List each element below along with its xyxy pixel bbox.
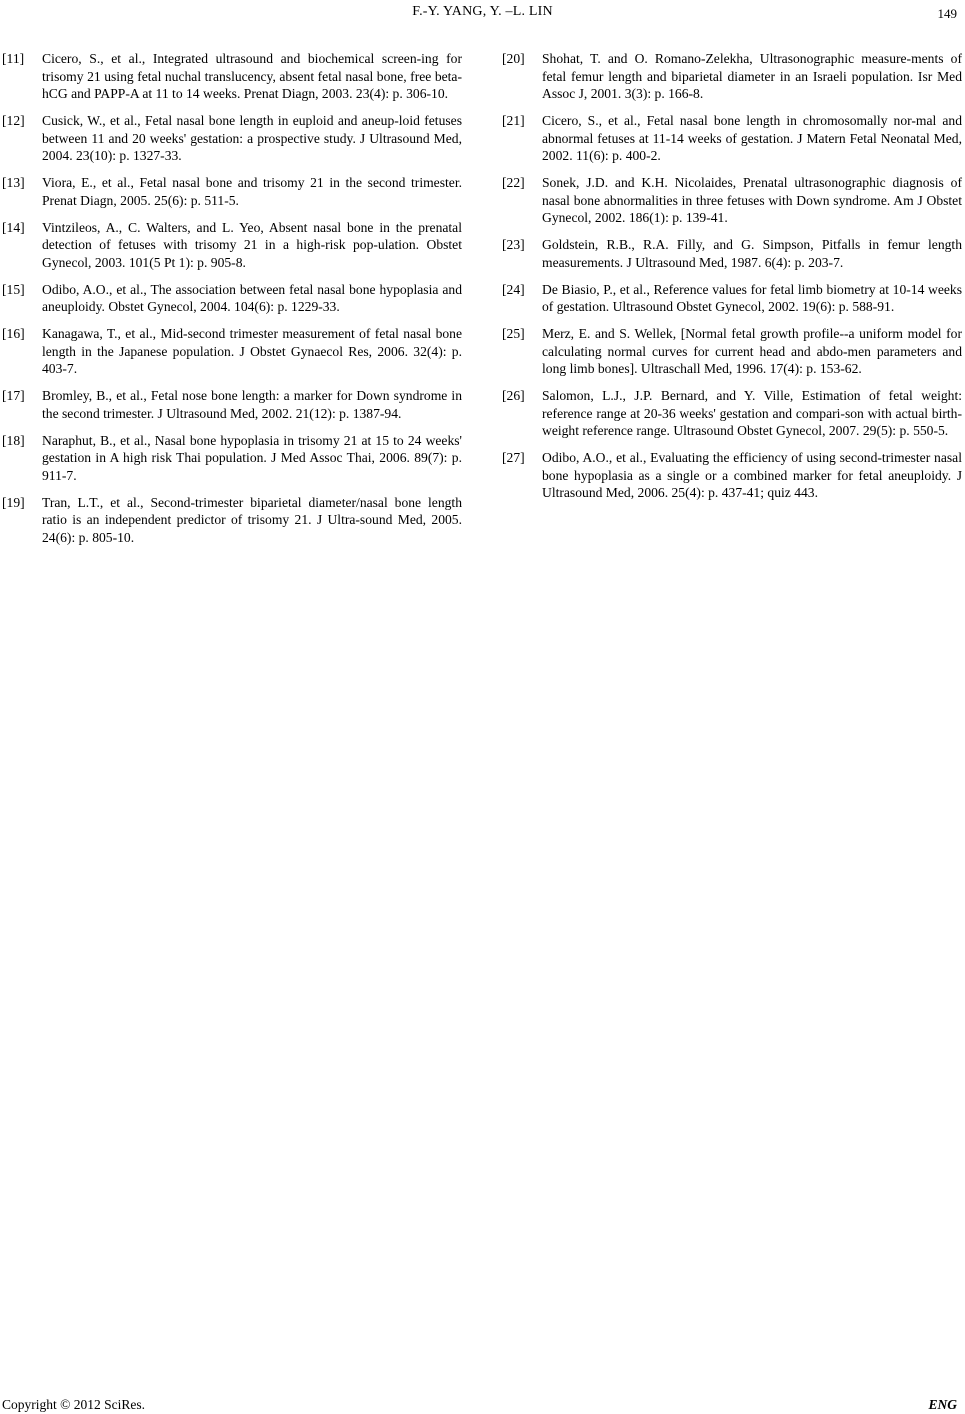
reference-number: [23] — [502, 237, 525, 252]
reference-item — [502, 112, 962, 165]
reference-number: [12] — [2, 113, 25, 128]
reference-number: [18] — [2, 432, 25, 448]
reference-text: Odibo, A.O., et al., The association between fetal nasal bone hypoplasia and aneuploidy. Obstet Gynecol, 2004. 104(6): p. 1229-33. — [42, 281, 462, 314]
reference-column-right — [502, 50, 962, 511]
reference-number: [14] — [2, 219, 25, 235]
reference-item — [502, 325, 962, 378]
reference-number: [19] — [2, 494, 25, 510]
reference-item — [2, 174, 462, 209]
reference-column-left — [2, 50, 462, 556]
reference-text: Cusick, W., et al., Fetal nasal bone length in euploid and aneup-loid fetuses between 11 and 20 weeks' gestation: a prospective study. J Ultrasound Med, 2004. 23(10): p. 1327-33. — [42, 113, 462, 163]
reference-item — [502, 50, 962, 103]
copyright-notice: Copyright © 2012 SciRes. — [2, 1397, 146, 1412]
reference-text: Naraphut, B., et al., Nasal bone hypoplasia in trisomy 21 at 15 to 24 weeks' gestation in A high risk Thai population. J Med Assoc Thai, 2006. 89(7): p. 911-7. — [42, 432, 462, 483]
reference-item — [2, 219, 462, 272]
reference-number: [25] — [502, 326, 525, 341]
reference-item — [502, 174, 962, 227]
reference-text: Bromley, B., et al., Fetal nose bone length: a marker for Down syndrome in the second trimester. J Ultrasound Med, 2002. 21(12): p. 1387-94. — [42, 388, 462, 421]
reference-number: [11] — [2, 51, 25, 66]
reference-item — [502, 387, 962, 440]
reference-text: Viora, E., et al., Fetal nasal bone and trisomy 21 in the second trimester. Prenat Diagn, 2005. 25(6): p. 511-5. — [42, 175, 462, 208]
reference-item — [2, 494, 462, 547]
reference-item — [502, 281, 962, 316]
reference-text: Kanagawa, T., et al., Mid-second trimester measurement of fetal nasal bone length in the Japanese population. J Obstet Gynaecol Res, 2006. 32(4): p. 403-7. — [42, 326, 462, 376]
reference-number: [21] — [502, 113, 525, 128]
reference-text: Goldstein, R.B., R.A. Filly, and G. Simpson, Pitfalls in femur length measurements. J Ultrasound Med, 1987. 6(4): p. 203-7. — [542, 237, 962, 270]
reference-text: Cicero, S., et al., Integrated ultrasound and biochemical screen-ing for trisomy 21 using fetal nuchal translucency, absent fetal nasal bone, free beta-hCG and PAPP-A at 11 to 14 weeks. Prenat Diagn, 2003. 23(4): p. 306-10. — [42, 51, 462, 101]
reference-item — [2, 112, 462, 165]
reference-number: [13] — [2, 175, 25, 190]
reference-number: [24] — [502, 281, 525, 297]
running-head: F.-Y. YANG, Y. –L. LIN — [412, 4, 553, 19]
reference-number: [17] — [2, 388, 25, 403]
reference-text: Merz, E. and S. Wellek, [Normal fetal growth profile--a uniform model for calculating normal curves for current head and abdo-men parameters and long limb bones]. Ultraschall Med, 1996. 17(4): p. 153-62. — [542, 326, 962, 376]
journal-abbreviation: ENG — [928, 1397, 957, 1412]
reference-item — [502, 449, 962, 502]
reference-number: [27] — [502, 450, 525, 465]
reference-number: [15] — [2, 281, 25, 297]
reference-text: Sonek, J.D. and K.H. Nicolaides, Prenatal ultrasonographic diagnosis of nasal bone abnormalities in three fetuses with Down syndrome. Am J Obstet Gynecol, 2002. 186(1): p. 139-41. — [542, 175, 962, 225]
reference-text: Odibo, A.O., et al., Evaluating the efficiency of using second-trimester nasal bone hypoplasia as a single or a combined marker for fetal aneuploidy. J Ultrasound Med, 2006. 25(4): p. 437-41; quiz 443. — [542, 450, 962, 500]
reference-number: [22] — [502, 175, 525, 190]
reference-item — [2, 281, 462, 316]
reference-text: Salomon, L.J., J.P. Bernard, and Y. Ville, Estimation of fetal weight: reference range at 20-36 weeks' gestation and compari-son with actual birth-weight reference range. Ultrasound Obstet Gynecol, 2007. 29(5): p. 550-5. — [542, 388, 962, 438]
reference-text: Tran, L.T., et al., Second-trimester biparietal diameter/nasal bone length ratio is an independent predictor of trisomy 21. J Ultra-sound Med, 2005. 24(6): p. 805-10. — [42, 494, 462, 545]
reference-text: Vintzileos, A., C. Walters, and L. Yeo, Absent nasal bone in the prenatal detection of fetuses with trisomy 21 in a high-risk pop-ulation. Obstet Gynecol, 2003. 101(5 Pt 1): p. 905-8. — [42, 219, 462, 270]
reference-item — [2, 387, 462, 422]
reference-number: [20] — [502, 51, 525, 66]
reference-number: [26] — [502, 388, 525, 403]
reference-number: [16] — [2, 326, 25, 341]
reference-text: Shohat, T. and O. Romano-Zelekha, Ultrasonographic measure-ments of fetal femur length and biparietal diameter in an Israeli population. Isr Med Assoc J, 2001. 3(3): p. 166-8. — [542, 51, 962, 101]
reference-text: De Biasio, P., et al., Reference values for fetal limb biometry at 10-14 weeks of gestation. Ultrasound Obstet Gynecol, 2002. 19(6): p. 588-91. — [542, 281, 962, 314]
reference-item — [2, 432, 462, 485]
reference-item — [2, 325, 462, 378]
reference-item — [2, 50, 462, 103]
reference-item — [502, 236, 962, 271]
page-number: 149 — [937, 6, 957, 21]
reference-text: Cicero, S., et al., Fetal nasal bone length in chromosomally nor-mal and abnormal fetuses at 11-14 weeks of gestation. J Matern Fetal Neonatal Med, 2002. 11(6): p. 400-2. — [542, 113, 962, 163]
